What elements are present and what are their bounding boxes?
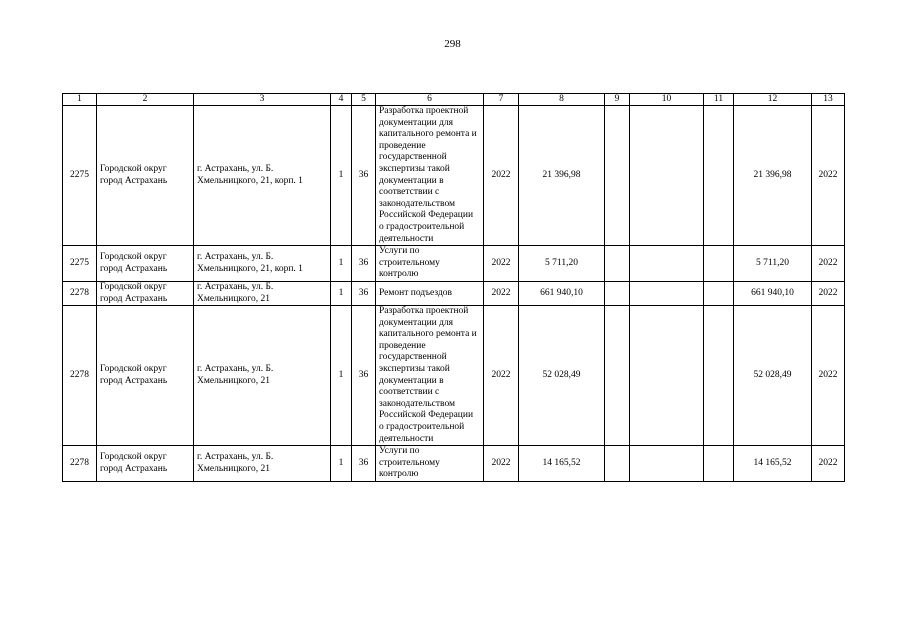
cell-col13: 2022	[812, 446, 845, 482]
cell-id: 2278	[63, 306, 97, 446]
cell-col9	[605, 106, 630, 246]
cell-col5: 36	[352, 246, 376, 282]
header-cell: 12	[734, 94, 812, 106]
table-row	[63, 281, 845, 305]
cell-total: 14 165,52	[519, 446, 605, 482]
cell-col10	[630, 106, 704, 246]
cell-col13: 2022	[812, 281, 845, 305]
cell-work: Разработка проектной документации для капитального ремонта и проведение государственной экспертизы такой документации в соответствии с законодательством Российской Федерации о градостроительной деятельности	[376, 106, 484, 246]
cell-col9	[605, 306, 630, 446]
cell-address: г. Астрахань, ул. Б. Хмельницкого, 21, корп. 1	[194, 106, 331, 246]
cell-col10	[630, 446, 704, 482]
cell-year: 2022	[484, 306, 519, 446]
cell-municipality: Городской округ город Астрахань	[97, 306, 194, 446]
header-cell: 4	[331, 94, 352, 106]
cell-municipality: Городской округ город Астрахань	[97, 446, 194, 482]
header-cell: 7	[484, 94, 519, 106]
cell-work: Услуги по строительному контролю	[376, 246, 484, 282]
table-row	[63, 446, 845, 482]
cell-year: 2022	[484, 106, 519, 246]
cell-col11	[704, 106, 734, 246]
cell-work: Ремонт подъездов	[376, 281, 484, 305]
cell-col5: 36	[352, 446, 376, 482]
header-row	[63, 94, 845, 106]
cell-col5: 36	[352, 281, 376, 305]
header-cell: 3	[194, 94, 331, 106]
header-cell: 1	[63, 94, 97, 106]
header-cell: 2	[97, 94, 194, 106]
header-cell: 5	[352, 94, 376, 106]
cell-id: 2278	[63, 446, 97, 482]
cell-work: Услуги по строительному контролю	[376, 446, 484, 482]
table-row	[63, 306, 845, 446]
cell-address: г. Астрахань, ул. Б. Хмельницкого, 21, корп. 1	[194, 246, 331, 282]
table-row	[63, 246, 845, 282]
header-cell: 11	[704, 94, 734, 106]
cell-address: г. Астрахань, ул. Б. Хмельницкого, 21	[194, 446, 331, 482]
cell-col5: 36	[352, 106, 376, 246]
cell-total: 5 711,20	[519, 246, 605, 282]
cell-col9	[605, 446, 630, 482]
cell-year: 2022	[484, 281, 519, 305]
cell-col11	[704, 306, 734, 446]
cell-col4: 1	[331, 106, 352, 246]
cell-year: 2022	[484, 246, 519, 282]
cell-total: 52 028,49	[519, 306, 605, 446]
cell-col4: 1	[331, 446, 352, 482]
cell-col13: 2022	[812, 306, 845, 446]
cell-col4: 1	[331, 281, 352, 305]
cell-col12: 52 028,49	[734, 306, 812, 446]
cell-col12: 21 396,98	[734, 106, 812, 246]
header-cell: 10	[630, 94, 704, 106]
page-number: 298	[444, 38, 461, 50]
cell-col5: 36	[352, 306, 376, 446]
data-table	[62, 93, 845, 482]
cell-col13: 2022	[812, 246, 845, 282]
header-cell: 8	[519, 94, 605, 106]
cell-address: г. Астрахань, ул. Б. Хмельницкого, 21	[194, 306, 331, 446]
header-cell: 9	[605, 94, 630, 106]
cell-col12: 5 711,20	[734, 246, 812, 282]
cell-col10	[630, 281, 704, 305]
cell-col12: 661 940,10	[734, 281, 812, 305]
cell-municipality: Городской округ город Астрахань	[97, 246, 194, 282]
cell-col12: 14 165,52	[734, 446, 812, 482]
cell-col11	[704, 246, 734, 282]
cell-address: г. Астрахань, ул. Б. Хмельницкого, 21	[194, 281, 331, 305]
cell-col11	[704, 281, 734, 305]
cell-total: 661 940,10	[519, 281, 605, 305]
cell-col10	[630, 246, 704, 282]
cell-id: 2275	[63, 246, 97, 282]
cell-col4: 1	[331, 306, 352, 446]
cell-municipality: Городской округ город Астрахань	[97, 281, 194, 305]
cell-col10	[630, 306, 704, 446]
cell-col4: 1	[331, 246, 352, 282]
cell-year: 2022	[484, 446, 519, 482]
header-cell: 13	[812, 94, 845, 106]
header-cell: 6	[376, 94, 484, 106]
cell-col9	[605, 281, 630, 305]
cell-municipality: Городской округ город Астрахань	[97, 106, 194, 246]
cell-total: 21 396,98	[519, 106, 605, 246]
cell-work: Разработка проектной документации для капитального ремонта и проведение государственной экспертизы такой документации в соответствии с законодательством Российской Федерации о градостроительной деятельности	[376, 306, 484, 446]
cell-col9	[605, 246, 630, 282]
cell-id: 2278	[63, 281, 97, 305]
cell-id: 2275	[63, 106, 97, 246]
cell-col11	[704, 446, 734, 482]
cell-col13: 2022	[812, 106, 845, 246]
table-row	[63, 106, 845, 246]
